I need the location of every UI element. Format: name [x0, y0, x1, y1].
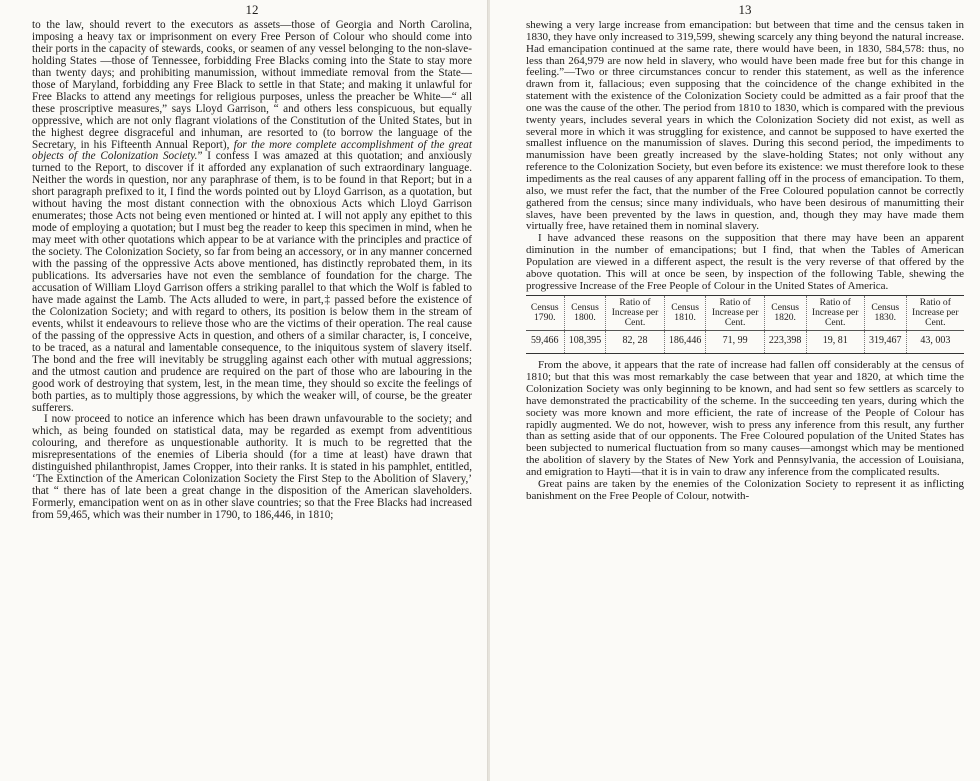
header-ratio-1830: Ratio of Increase per Cent.: [906, 296, 964, 331]
census-table: [526, 295, 964, 354]
header-census-1820: Census 1820.: [764, 296, 806, 331]
left-paragraph-2: [32, 414, 472, 522]
cell-census-1810: 186,446: [664, 331, 706, 354]
italic-quotation: for the more complete accomplishment of the great objects of the Colonization Society.: [32, 138, 472, 163]
cell-census-1820: 223,398: [764, 331, 806, 354]
cell-ratio-1800: 82, 28: [606, 331, 664, 354]
header-census-1800: Census 1800.: [564, 296, 606, 331]
cell-ratio-1830: 43, 003: [906, 331, 964, 354]
left-page: [0, 0, 488, 781]
text-run: shewing a very large increase from emancipation: but between that time and the census taken in 1830, they have only increased to 319,599, shewing scarcely any thing beyond the natural increase. Had emancipation continued at the same rate, there would have been, in 1830, 584,578: thus, no less than 264,979 are now held in slavery, who would have been made free but for this change in feeling.”—Two or three circumstances concur to render this statement, as well as the inference drawn from it, fallacious; even supposing that the coincidence of the change exhibited in the statement with the existence of the Colonization Society could be admitted as a fair proof that the one was the cause of the other. The period from 1810 to 1830, which is compared with the previous twenty years, includes several years in which the Colonization Society did not exist, as well as several more in which it was struggling for existence, and cannot be supposed to have exerted the smallest influence on the manumission of slaves. During this second period, the impediments to manumission have been greatly increased by the slave-holding States; not only without any reference to the Colonization Society, but even before its existence: we must therefore look to these impediments as the real causes of any apparent falling off in the process of emancipation. To them, also, we must refer the fact, that the number of the Free Coloured population cannot be correctly gathered from the census; since many individuals, who have been desirous of manumitting their slaves, have been prevented by the laws in question, and, though they may have made them virtually free, have retained them in nominal slavery.: [526, 19, 964, 233]
header-census-1810: Census 1810.: [664, 296, 706, 331]
census-table-header-row: [526, 296, 964, 331]
text-run: ” I confess I was amazed at this quotation; and anxiously turned to the Report, to discover if it afforded any explanation of such extraordinary language. Neither the words in question, nor any paraphrase of them, is to be found in that Report; but in a short paragraph prefixed to it, I find the words pointed out by Lloyd Garrison, as a quotation, but without having the most distant connection with the obnoxious Acts which Lloyd Garrison enumerates; those Acts not being even mentioned or hinted at. I will not apply any epithet to this mode of employing a quotation; but I must beg the reader to keep this specimen in mind, when he may meet with other quotations which appear to be at variance with the principles and practice of the society. The Colonization Society, so far from being an accessory, or in any manner concerned with the passing of the oppressive Acts above mentioned, has distinctly reprobated them, in its publications. Its adversaries have not even the semblance of foundation for the charge. The accusation of William Lloyd Garrison offers a striking parallel to that which the Wolf is fabled to have made against the Lamb. The Acts alluded to were, in part,‡ passed before the existence of the Colonization Society; and with regard to others, its position is below them in the stream of events, whilst it endeavours to relieve those who are the victims of their operation. The real cause of the passing of the oppressive Acts in question, and others of a similar character, is, I conceive, to be traced, as a natural and lamentable consequence, to the iniquitous system of slavery itself. The bond and the free will inevitably be struggling against each other with mutual aggressions; and the utmost caution and prudence are required on the part of those who are labouring in the good work of destroying that system, lest, in the mean time, they should so excite the feelings of both parties, as to multiply those aggressions, by which the weaker will, of course, be the greater sufferers.: [32, 150, 472, 414]
cell-census-1830: 319,467: [864, 331, 906, 354]
header-ratio-1820: Ratio of Increase per Cent.: [806, 296, 864, 331]
text-run: Great pains are taken by the enemies of the Colonization Society to represent it as inflicting banishment on the Free People of Colour, notwith-: [526, 477, 964, 502]
right-paragraph-4: [526, 479, 964, 503]
right-paragraph-1: [526, 20, 964, 233]
header-census-1830: Census 1830.: [864, 296, 906, 331]
text-run: From the above, it appears that the rate of increase had fallen off considerably at the census of 1810; but that this was most remarkably the case between that year and 1820, at which time the Colonization Society was only beginning to be known, and had sent so few settlers as scarcely to have demonstrated the practicability of the scheme. In the succeeding ten years, during which the society was more known and more efficient, the rate of increase of the People of Colour has rapidly augmented. We do not, however, wish to press any inference from this result, any further than as setting aside that of our opponents. The Free Coloured population of the United States has been subjected to numerical fluctuation from so many causes—amongst which may be mentioned the abolition of slavery by the States of New York and Pennsylvania, the accession of Louisiana, and emigration to Hayti—that it is in vain to draw any inference from the complicated results.: [526, 359, 964, 478]
header-ratio-1810: Ratio of Increase per Cent.: [706, 296, 764, 331]
right-paragraph-3: [526, 360, 964, 478]
page-number-right: 13: [738, 2, 752, 17]
header-ratio-1800: Ratio of Increase per Cent.: [606, 296, 664, 331]
right-page: [490, 0, 980, 781]
census-table-row: [526, 331, 964, 354]
header-census-1790: Census 1790.: [530, 302, 559, 324]
cell-census-1800: 108,395: [564, 331, 606, 354]
left-paragraph-1: [32, 20, 472, 414]
cell-ratio-1810: 71, 99: [706, 331, 764, 354]
text-run: to the law, should revert to the executors as assets—those of Georgia and North Carolina, imposing a heavy tax or imprisonment on every Free Person of Colour who should come into their ports in the capacity of stewards, cooks, or seamen of any vessel belonging to the non-slave-holding States —those of Tennessee, forbidding Free Blacks coming into the State to stay more than twenty days; and prohibiting manumission, without immediate removal from the State—those of Maryland, forbidding any Free Black to settle in that State; and making it unlawful for Free Blacks to attend any meetings for religious purposes, unless the preacher be White—“ all these proscriptive measures,” says Lloyd Garrison, “ and others less conspicuous, but equally oppressive, which are not only flagrant violations of the Constitution of the United States, but in the highest degree disgraceful and inhuman, are resorted to (to borrow the language of the Secretary, in his Fifteenth Annual Report),: [32, 19, 472, 151]
page-number-left: 12: [245, 2, 259, 17]
text-run: I have advanced these reasons on the supposition that there may have been an apparent diminution in the number of emancipations; but I find, that when the Tables of American Population are viewed in a different aspect, the result is the very reverse of that offered by the above quotation. This will at once be seen, by inspection of the following Table, shewing the progressive Increase of the Free People of Colour in the United States of America.: [526, 232, 964, 292]
text-run: I now proceed to notice an inference which has been drawn unfavourable to the society; and which, as being founded on statistical data, may be regarded as exempt from adventitious colouring, and therefore as unquestionable authority. It is much to be regretted that the misrepresentations of the enemies of Liberia should (for a time at least) have drawn that distinguished philanthropist, James Cropper, into their ranks. It is stated in his pamphlet, entitled, ‘The Extinction of the American Colonization Society the First Step to the Abolition of Slavery,’ that “ there has of late been a great change in the disposition of the American slaveholders. Formerly, emancipation went on as in other slave countries; so that the Free Blacks had increased from 59,465, which was their number in 1790, to 186,446, in 1810;: [32, 413, 472, 522]
cell-census-1790: 59,466: [531, 335, 559, 347]
cell-ratio-1820: 19, 81: [806, 331, 864, 354]
right-paragraph-2: [526, 233, 964, 292]
